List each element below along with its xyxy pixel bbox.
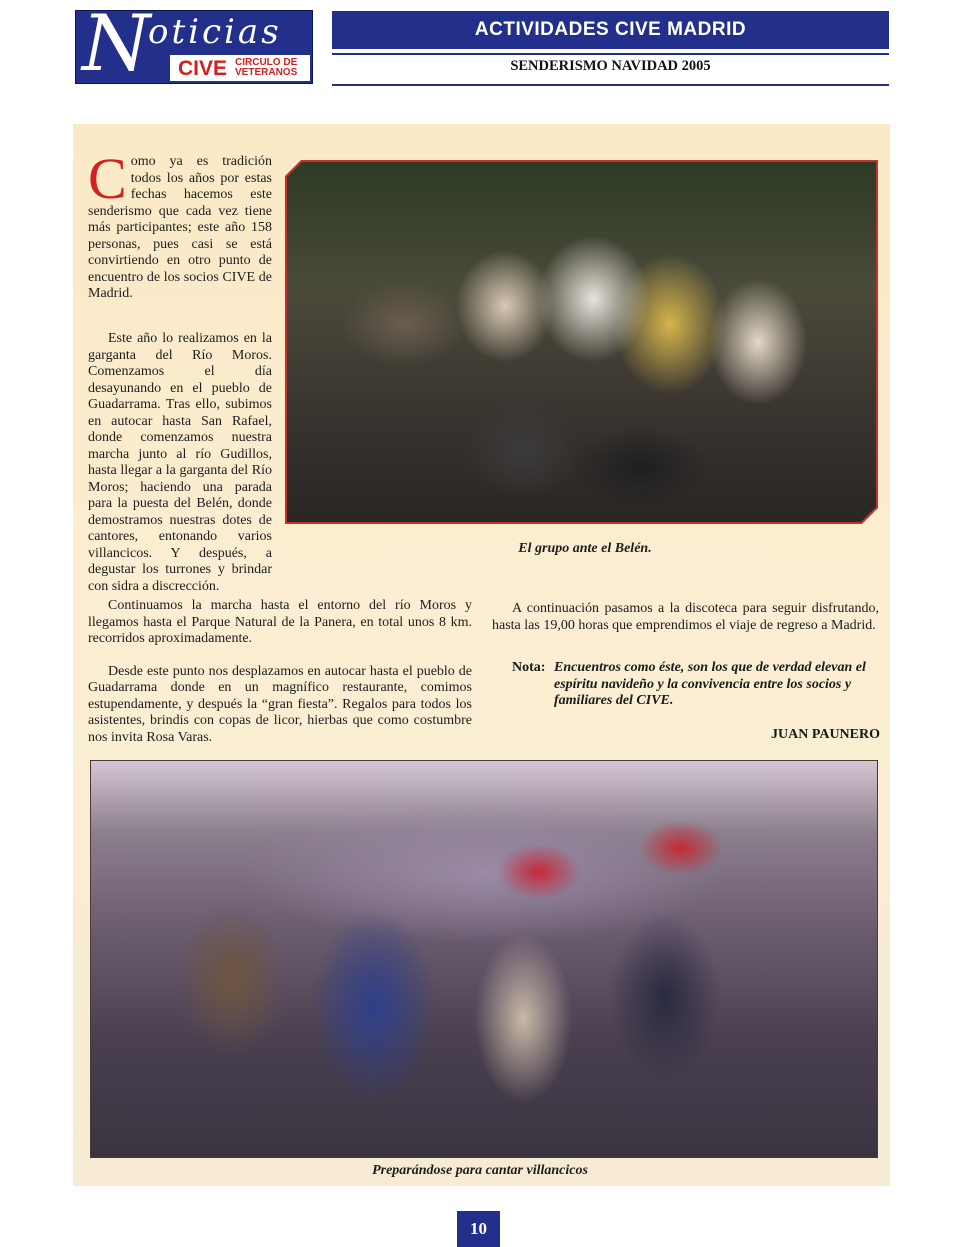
article-column-intro — [88, 146, 272, 303]
paragraph-disco: A continuación pasamos a la discoteca para seguir disfrutando, hasta las 19,00 horas que emprendimos el viaje de regreso a Madrid. — [492, 601, 879, 633]
header-rule-bottom — [332, 84, 889, 86]
paragraph-lunch: Desde este punto nos desplazamos en autocar hasta el pueblo de Guadarrama donde en un magnífico restaurante, comimos estupendamente, y después la “gran fiesta”. Regalos para todos los asistentes, brindis con copas de licor, hierbas que como costumbre nos invita Rosa Varas. — [88, 663, 472, 745]
section-title: ACTIVIDADES CIVE MADRID — [474, 19, 747, 40]
header-rule-top — [332, 53, 889, 55]
note-text: Encuentros como éste, son los que de verdad elevan el espíritu navideño y la convivencia entre los socios y familiares del CIVE. — [554, 660, 866, 708]
logo-initial: N — [82, 10, 151, 84]
drop-cap: C — [88, 146, 127, 211]
logo-subtitle: CIRCULO DE VETERANOS — [235, 57, 298, 78]
section-header-bar — [332, 11, 889, 49]
note-label: Nota: — [512, 660, 546, 675]
article-column-left-bottom — [88, 598, 472, 746]
photo-caption-carols: Preparándose para cantar villancicos — [372, 1163, 588, 1178]
photo-carol-singing — [90, 760, 878, 1158]
paragraph-intro — [88, 146, 272, 303]
author-signature: JUAN PAUNERO — [770, 727, 880, 742]
paragraph-route: Este año lo realizamos en la garganta del Río Moros. Comenzamos el día desayunando en el pueblo de Guadarrama. Tras ello, subimos en autocar hasta San Rafael, donde comenzamos nuestra marcha junto al río Gudillos, hasta llegar a la garganta del Río Moros; haciendo una parada para la puesta del Belén, donde demostramos nuestras dotes de cantores, entonando varios villancicos. Y después, a degustar los turrones y brindar con sidra a discrección. — [88, 331, 272, 594]
page-number: 10 — [457, 1211, 500, 1247]
logo-cive-text: CIVE — [178, 56, 228, 80]
paragraph-march: Continuamos la marcha hasta el entorno del río Moros y llegamos hasta el Parque Natural de la Panera, en total unos 8 km. recorridos aproximadamente. — [88, 598, 472, 646]
article-column-right-bottom — [492, 601, 879, 634]
article-column-route — [88, 331, 272, 595]
photo-caption-belen: El grupo ante el Belén. — [518, 541, 652, 556]
logo-wordmark: oticias — [148, 12, 282, 52]
photo-group-belen-image — [287, 162, 876, 522]
closing-note — [512, 660, 880, 710]
paragraph-intro-text: omo ya es tradición todos los años por estas fechas hacemos este senderismo que cada vez tiene más participantes; este año 158 personas, pues casi se está convirtiendo en otro punto de encuentro de los socios CIVE de Madrid. — [88, 154, 272, 301]
logo-cive-badge — [170, 55, 310, 81]
photo-group-belen — [285, 160, 878, 524]
article-subtitle: SENDERISMO NAVIDAD 2005 — [510, 58, 711, 74]
noticias-cive-logo — [75, 10, 313, 84]
